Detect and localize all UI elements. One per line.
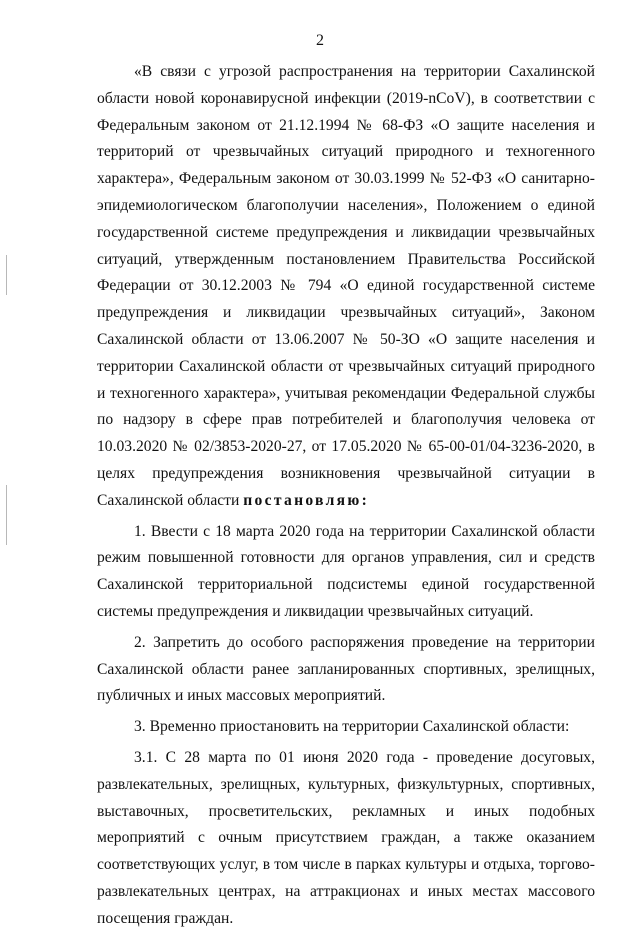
resolution-keyword: постановляю: bbox=[243, 491, 370, 509]
page-number: 2 bbox=[316, 32, 324, 49]
scan-margin-mark bbox=[6, 255, 7, 295]
clause-1-paragraph: 1. Ввести с 18 марта 2020 года на территории Сахалинской области режим повышенной готовности для органов управления, сил и средств Сахалинской территориальной подсистемы единой государственной системы предупреждения и ликвидации чрезвычайных ситуаций. bbox=[97, 522, 595, 620]
document-body bbox=[97, 59, 595, 933]
clause-3-paragraph: 3. Временно приостановить на территории Сахалинской области: bbox=[134, 718, 570, 736]
clause-2-paragraph: 2. Запретить до особого распоряжения проведение на территории Сахалинской области ранее запланированных спортивных, зрелищных, публичных и иных массовых мероприятий. bbox=[97, 633, 595, 705]
preamble-paragraph bbox=[97, 59, 595, 515]
scan-margin-mark bbox=[6, 485, 7, 545]
preamble-text: «В связи с угрозой распространения на территории Сахалинской области новой коронавирусной инфекции (2019-nCoV), в соответствии с Федеральным законом от 21.12.1994 № 68-ФЗ «О защите населения и территорий от чрезвычайных ситуаций природного и техногенного характера», Федеральным законом от 30.03.1999 № 52-ФЗ «О санитарно-эпидемиологическом благополучии населения», Положением о единой государственной системе предупреждения и ликвидации чрезвычайных ситуаций, утвержденным постановлением Правительства Российской Федерации от 30.12.2003 № 794 «О единой государственной системе предупреждения и ликвидации чрезвычайных ситуаций», Законом Сахалинской области от 13.06.2007 № 50-ЗО «О защите населения и территории Сахалинской области от чрезвычайных ситуаций природного и техногенного характера», учитывая рекомендации Федеральной службы по надзору в сфере прав потребителей и благополучия человека от 10.03.2020 № 02/3853-2020-27, от 17.05.2020 № 65-00-01/04-3236-2020, в целях предупреждения возникновения чрезвычайной ситуации в Сахалинской области bbox=[97, 63, 595, 509]
clause-3-1-paragraph: 3.1. С 28 марта по 01 июня 2020 года - проведение досуговых, развлекательных, зрелищных, культурных, физкультурных, спортивных, выставочных, просветительских, рекламных и иных подобных мероприятий с очным присутствием граждан, а также оказанием соответствующих услуг, в том числе в парках культуры и отдыха, торгово-развлекательных центрах, на аттракционах и иных местах массового посещения граждан. bbox=[97, 748, 595, 927]
